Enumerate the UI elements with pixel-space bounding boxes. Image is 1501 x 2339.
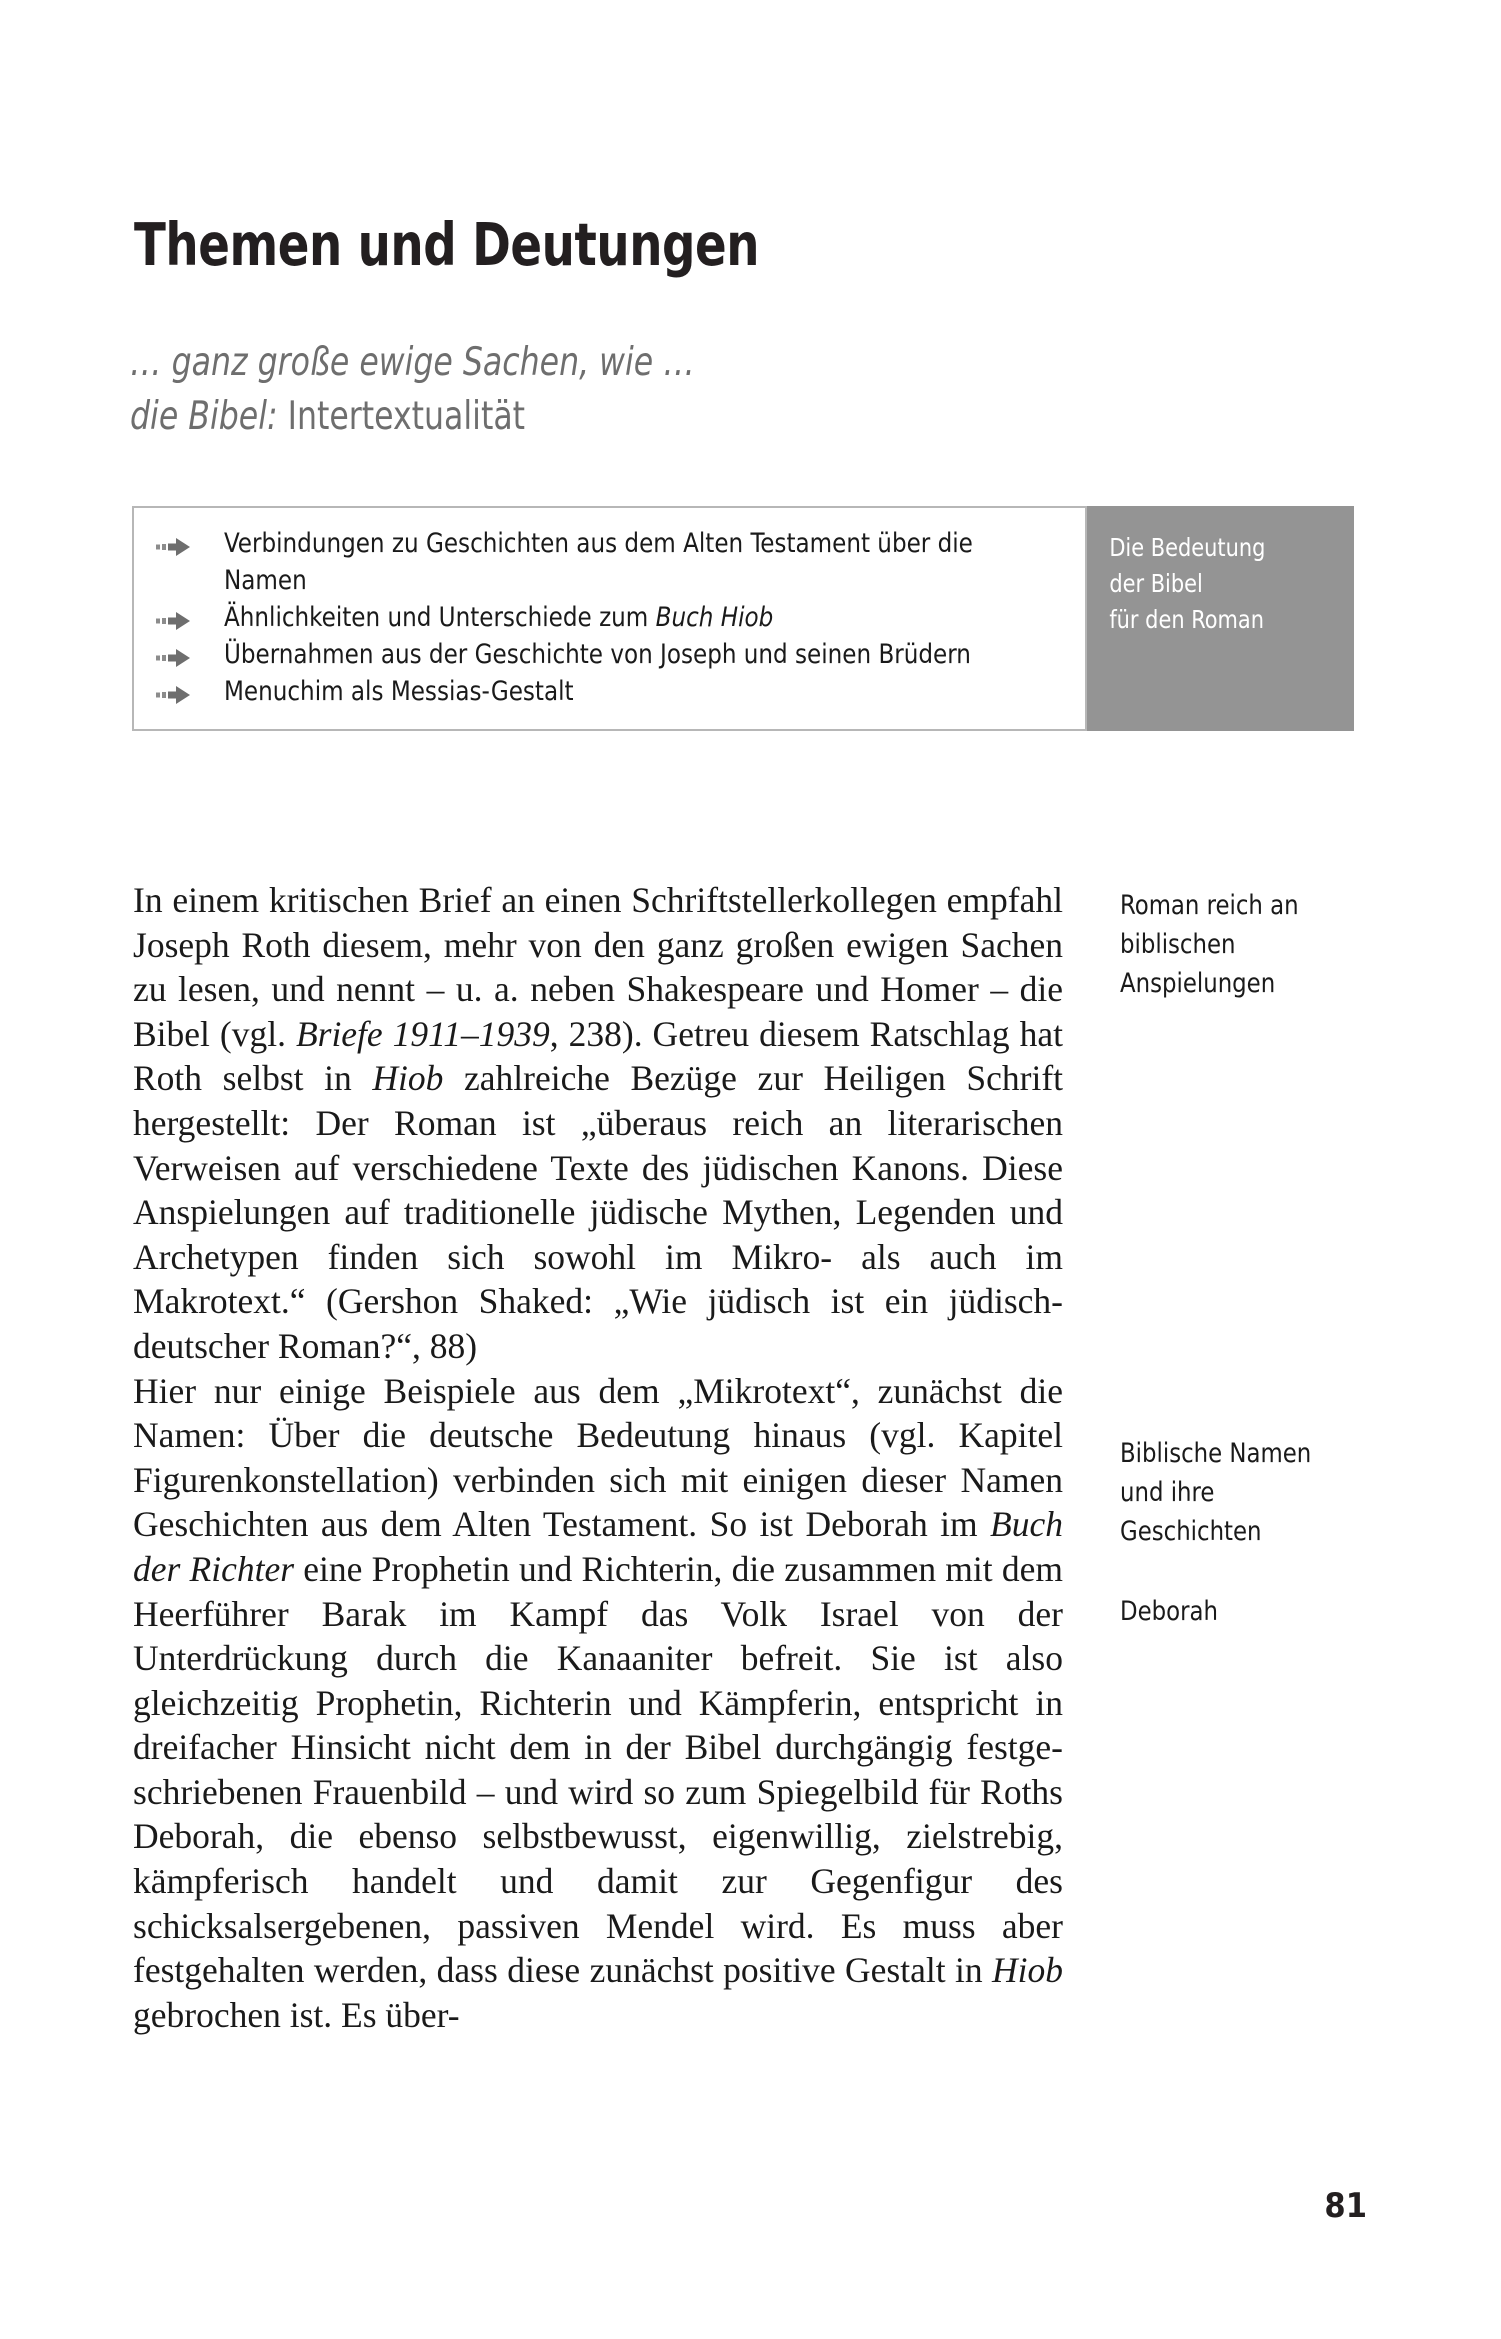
body-text-column (133, 878, 1063, 2037)
arrow-right-icon (156, 531, 190, 553)
arrow-right-icon (156, 642, 190, 664)
subtitle-line-2-roman: Intertextualität (277, 394, 526, 439)
infobox-sidebar-label-line: Die Bedeutung (1109, 533, 1266, 562)
body-paragraph: Hier nur einige Beispiele aus dem „Mikrotext“, zunächst die Namen: Über die deutsche Bedeutung hinaus (vgl. Kapitel Figurenkonstellation) verbinden sich mit einigen dieser Namen Geschichten aus dem Alten Testament. So ist Deborah im Buch der Richter eine Prophetin und Richterin, die zusammen mit dem Heerführer Barak im Kampf das Volk Israel von der Unterdrückung durch die Kanaaniter befreit. Sie ist also gleichzeitig Prophetin, Richterin und Kämpferin, entspricht in dreifacher Hinsicht nicht dem in der Bibel durchgängig festgeschriebenen Frauenbild – und wird so zum Spiegelbild für Roths Deborah, die ebenso selbstbewusst, eigenwillig, zielstrebig, kämpferisch handelt und damit zur Gegenfigur des schicksalsergebenen, passiven Mendel wird. Es muss aber festgehalten werden, dass diese zunächst positive Gestalt in Hiob gebrochen ist. Es über- (133, 1370, 1064, 2035)
subtitle-line-2-italic: die Bibel: (130, 394, 278, 439)
infobox-bullet-panel (132, 506, 1087, 731)
body-italic-title: Hiob (992, 1950, 1063, 1991)
subtitle-line-1-text: … ganz große ewige Sachen, wie … (130, 340, 695, 385)
infobox-sidebar-label-text (1087, 506, 1335, 638)
margin-note-deborah (1120, 1592, 1402, 1631)
margin-note-line: Deborah (1120, 1596, 1218, 1627)
arrow-right-icon (156, 605, 190, 627)
body-italic-title: Briefe 1911–1939 (295, 1013, 550, 1054)
margin-note-line: und ihre (1120, 1477, 1215, 1508)
margin-note-line: Geschichten (1120, 1516, 1262, 1547)
body-italic-title: Hiob (372, 1058, 444, 1099)
infobox-bullet-label: Verbindungen zu Geschichten aus dem Alten Testament über die Namen (224, 528, 973, 596)
infobox-sidebar-label-line: der Bibel (1109, 569, 1203, 598)
overview-infobox (132, 506, 1354, 731)
infobox-sidebar-label (1087, 506, 1354, 731)
arrow-right-icon (156, 679, 190, 701)
infobox-sidebar-label-line: für den Roman (1109, 605, 1264, 634)
infobox-bullet-item (156, 599, 1065, 636)
subtitle-line-2 (130, 390, 940, 444)
margin-note-roman-reich-an-biblischen-anspielungen (1120, 886, 1402, 1003)
margin-note-line: Roman reich an (1120, 890, 1299, 921)
body-paragraph: In einem kritischen Brief an einen Schriftstellerkollegen empfahl Joseph Roth diesem, mehr von den ganz großen ewigen Sachen zu lesen, und nennt – u. a. neben Shakespeare und Homer – die Bibel (vgl. Briefe 1911–1939, 238). Getreu diesem Ratschlag hat Roth selbst in Hiob zahlreiche Bezüge zur Heiligen Schrift hergestellt: Der Roman ist „überaus reich an literarischen Verweisen auf verschiedene Texte des jüdischen Kanons. Diese Anspielungen auf traditionelle jüdische Mythen, Legenden und Archetypen finden sich sowohl im Mikro- als auch im Makrotext.“ (Gershon Shaked: „Wie jüdisch ist ein jüdisch-deutscher Roman?“, 88) (133, 880, 1063, 1366)
infobox-bullet-label: Menuchim als Messias-Gestalt (224, 676, 574, 707)
infobox-bullet-item (156, 525, 1065, 599)
infobox-bullet-label: Übernahmen aus der Geschichte von Joseph und seinen Brüdern (224, 639, 971, 670)
infobox-bullet-item (156, 673, 1065, 710)
page-title: Themen und Deutungen (134, 209, 760, 279)
page-subtitle (130, 336, 940, 444)
margin-note-line: biblischen (1120, 929, 1236, 960)
infobox-bullet-label: Ähnlichkeiten und Unterschiede zum Buch Hiob (224, 602, 774, 633)
infobox-bullet-title: Buch Hiob (655, 602, 774, 633)
infobox-bullet-list (134, 508, 1085, 710)
page-number: 81 (1324, 2186, 1367, 2226)
subtitle-line-1 (130, 336, 940, 390)
infobox-bullet-item (156, 636, 1065, 673)
margin-note-biblische-namen-und-ihre-geschichten (1120, 1434, 1402, 1551)
margin-note-line: Biblische Namen (1120, 1438, 1312, 1469)
body-italic-title: Buch der Richter (133, 1504, 1063, 1589)
margin-note-line: Anspielungen (1120, 968, 1276, 999)
